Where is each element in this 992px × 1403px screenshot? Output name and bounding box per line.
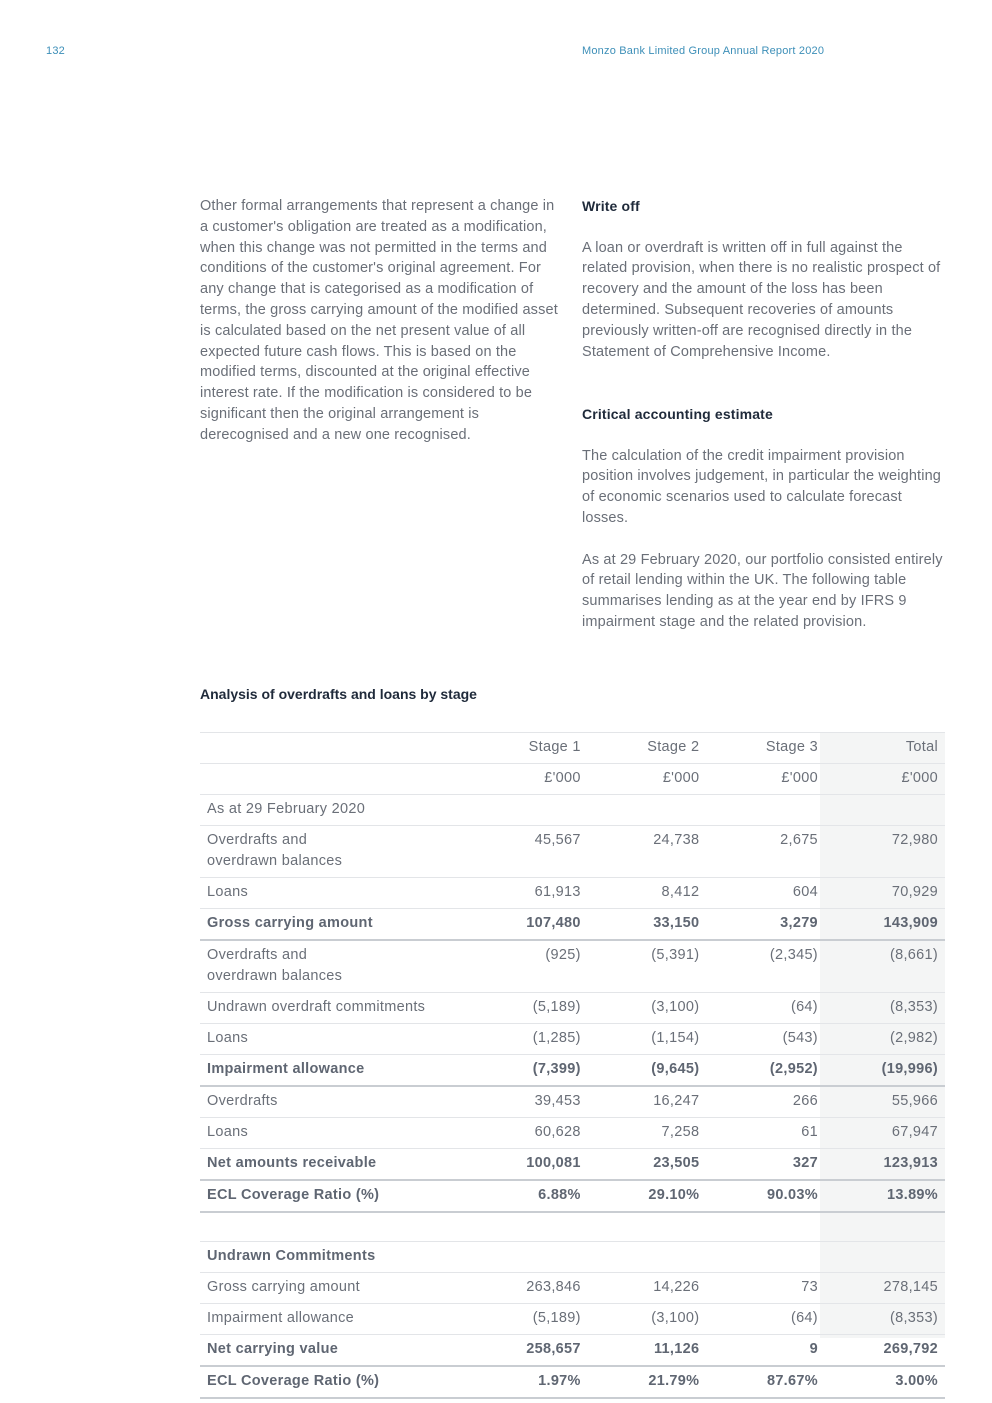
table-cell: (2,952) xyxy=(706,1055,825,1087)
table-cell: 604 xyxy=(706,878,825,909)
table-cell: 3,279 xyxy=(706,909,825,941)
table-cell xyxy=(706,795,825,826)
table-cell: (19,996) xyxy=(825,1055,945,1087)
table-cell: 100,081 xyxy=(472,1149,587,1181)
table-header-row xyxy=(200,733,945,764)
row-label: ECL Coverage Ratio (%) xyxy=(200,1366,472,1398)
table-cell xyxy=(472,1242,587,1273)
row-label: Undrawn overdraft commitments xyxy=(200,993,472,1024)
table-cell: (1,285) xyxy=(472,1024,587,1055)
table-cell: (925) xyxy=(472,940,587,993)
header-cell-stage-1: Stage 1 xyxy=(472,733,587,764)
table-cell: 29.10% xyxy=(588,1180,707,1212)
table-cell: 11,126 xyxy=(588,1335,707,1367)
table-cell: 23,505 xyxy=(588,1149,707,1181)
table-cell xyxy=(825,795,945,826)
table-cell: (8,661) xyxy=(825,940,945,993)
row-label: Net amounts receivable xyxy=(200,1149,472,1181)
table-row-subtotal xyxy=(200,909,945,941)
table-cell: 14,226 xyxy=(588,1273,707,1304)
table-spacer-row xyxy=(200,1212,945,1242)
table-cell: 3.00% xyxy=(825,1366,945,1398)
table-cell: 33,150 xyxy=(588,909,707,941)
table-cell: 2,675 xyxy=(706,826,825,878)
row-label: ECL Coverage Ratio (%) xyxy=(200,1180,472,1212)
table-cell: 7,258 xyxy=(588,1118,707,1149)
row-label: Gross carrying amount xyxy=(200,1273,472,1304)
table-cell: 21.79% xyxy=(588,1366,707,1398)
report-title: Monzo Bank Limited Group Annual Report 2020 xyxy=(582,45,825,57)
table-cell: (3,100) xyxy=(588,993,707,1024)
table-row xyxy=(200,993,945,1024)
table-row xyxy=(200,878,945,909)
unit-cell xyxy=(200,764,472,795)
table-cell: (5,391) xyxy=(588,940,707,993)
table-row-ratio xyxy=(200,1180,945,1212)
table-cell: 70,929 xyxy=(825,878,945,909)
table-cell: 39,453 xyxy=(472,1086,587,1118)
unit-cell: £'000 xyxy=(706,764,825,795)
table-cell: 67,947 xyxy=(825,1118,945,1149)
table-row xyxy=(200,1024,945,1055)
critical-estimate-text-2: As at 29 February 2020, our portfolio consisted entirely of retail lending within the UK. The following table summarises lending as at the year end by IFRS 9 impairment stage and the related provision. xyxy=(582,551,943,630)
unit-cell: £'000 xyxy=(825,764,945,795)
row-label: Overdrafts and overdrawn balances xyxy=(200,940,472,993)
table-cell: 269,792 xyxy=(825,1335,945,1367)
table-cell: (3,100) xyxy=(588,1304,707,1335)
table-cell: 278,145 xyxy=(825,1273,945,1304)
table-cell xyxy=(588,795,707,826)
write-off-text: A loan or overdraft is written off in full against the related provision, when there is no realistic prospect of recovery and the amount of the loss has been determined. Subsequent recoveries of amounts previously written-off are recognised directly in the Statement of Comprehensive Income. xyxy=(582,239,941,360)
table-row xyxy=(200,1086,945,1118)
row-label: As at 29 February 2020 xyxy=(200,795,472,826)
row-label: Loans xyxy=(200,1118,472,1149)
table-row xyxy=(200,940,945,993)
table-cell: 13.89% xyxy=(825,1180,945,1212)
table-cell xyxy=(706,1242,825,1273)
row-label: Overdrafts xyxy=(200,1086,472,1118)
table-cell: 6.88% xyxy=(472,1180,587,1212)
row-label: Overdrafts and overdrawn balances xyxy=(200,826,472,878)
unit-cell: £'000 xyxy=(588,764,707,795)
unit-cell: £'000 xyxy=(472,764,587,795)
critical-estimate-heading: Critical accounting estimate xyxy=(582,405,773,422)
table-cell: 61,913 xyxy=(472,878,587,909)
table-row-subtotal xyxy=(200,1149,945,1181)
row-label: Loans xyxy=(200,1024,472,1055)
table-cell: 1.97% xyxy=(472,1366,587,1398)
table-cell xyxy=(472,795,587,826)
table-cell: 24,738 xyxy=(588,826,707,878)
table-row xyxy=(200,1118,945,1149)
table-cell: 55,966 xyxy=(825,1086,945,1118)
table-section-heading xyxy=(200,1242,945,1273)
table-row xyxy=(200,795,945,826)
table-cell: (543) xyxy=(706,1024,825,1055)
table-cell: (8,353) xyxy=(825,1304,945,1335)
table-cell: (1,154) xyxy=(588,1024,707,1055)
table-cell: 72,980 xyxy=(825,826,945,878)
table-row xyxy=(200,1273,945,1304)
table-cell: 143,909 xyxy=(825,909,945,941)
table-cell: 45,567 xyxy=(472,826,587,878)
row-label: Impairment allowance xyxy=(200,1304,472,1335)
table-cell: 266 xyxy=(706,1086,825,1118)
table-cell: 9 xyxy=(706,1335,825,1367)
table-cell: 61 xyxy=(706,1118,825,1149)
row-label: Undrawn Commitments xyxy=(200,1242,472,1273)
table-cell: 87.67% xyxy=(706,1366,825,1398)
table-cell: 90.03% xyxy=(706,1180,825,1212)
table-cell: (9,645) xyxy=(588,1055,707,1087)
table-cell: 258,657 xyxy=(472,1335,587,1367)
table-row xyxy=(200,826,945,878)
table-cell: (8,353) xyxy=(825,993,945,1024)
right-column xyxy=(582,196,952,633)
modification-paragraph: Other formal arrangements that represent a change in a customer's obligation are treated as a modification, when this change was not permitted in the terms and conditions of the customer's original agreement. For any change that is categorised as a modification of terms, the gross carrying amount of the modified asset is calculated based on the net present value of all expected future cash flows. This is based on the modified terms, discounted at the original effective interest rate. If the modification is considered to be significant then the original arrangement is derecognised and a new one recognised. xyxy=(200,198,558,443)
stage-analysis-table xyxy=(200,732,945,1399)
table-cell: 16,247 xyxy=(588,1086,707,1118)
page-number: 132 xyxy=(46,45,65,57)
write-off-heading: Write off xyxy=(582,198,640,214)
row-label: Gross carrying amount xyxy=(200,909,472,941)
table-row-subtotal xyxy=(200,1055,945,1087)
table-cell: 8,412 xyxy=(588,878,707,909)
left-column xyxy=(200,196,560,446)
header-cell-stage-3: Stage 3 xyxy=(706,733,825,764)
table-cell: (2,982) xyxy=(825,1024,945,1055)
table-cell: 327 xyxy=(706,1149,825,1181)
table-cell: 123,913 xyxy=(825,1149,945,1181)
row-label: Impairment allowance xyxy=(200,1055,472,1087)
header-cell-stage-2: Stage 2 xyxy=(588,733,707,764)
table-cell xyxy=(588,1242,707,1273)
table-cell: (5,189) xyxy=(472,1304,587,1335)
table-row xyxy=(200,1304,945,1335)
table-cell: (7,399) xyxy=(472,1055,587,1087)
row-label: Loans xyxy=(200,878,472,909)
header-cell-total: Total xyxy=(825,733,945,764)
table-cell: (2,345) xyxy=(706,940,825,993)
table-cell: 60,628 xyxy=(472,1118,587,1149)
table-cell: (64) xyxy=(706,993,825,1024)
table-cell: 73 xyxy=(706,1273,825,1304)
table-cell: (64) xyxy=(706,1304,825,1335)
table-cell xyxy=(825,1242,945,1273)
header-cell xyxy=(200,733,472,764)
critical-estimate-text-1: The calculation of the credit impairment provision position involves judgement, in particular the weighting of economic scenarios used to calculate forecast losses. xyxy=(582,447,942,526)
table-row-ratio xyxy=(200,1366,945,1398)
table-cell: (5,189) xyxy=(472,993,587,1024)
table-row-subtotal xyxy=(200,1335,945,1367)
table-cell: 263,846 xyxy=(472,1273,587,1304)
table-cell: 107,480 xyxy=(472,909,587,941)
table-units-row xyxy=(200,764,945,795)
row-label: Net carrying value xyxy=(200,1335,472,1367)
table-title: Analysis of overdrafts and loans by stage xyxy=(200,686,477,702)
